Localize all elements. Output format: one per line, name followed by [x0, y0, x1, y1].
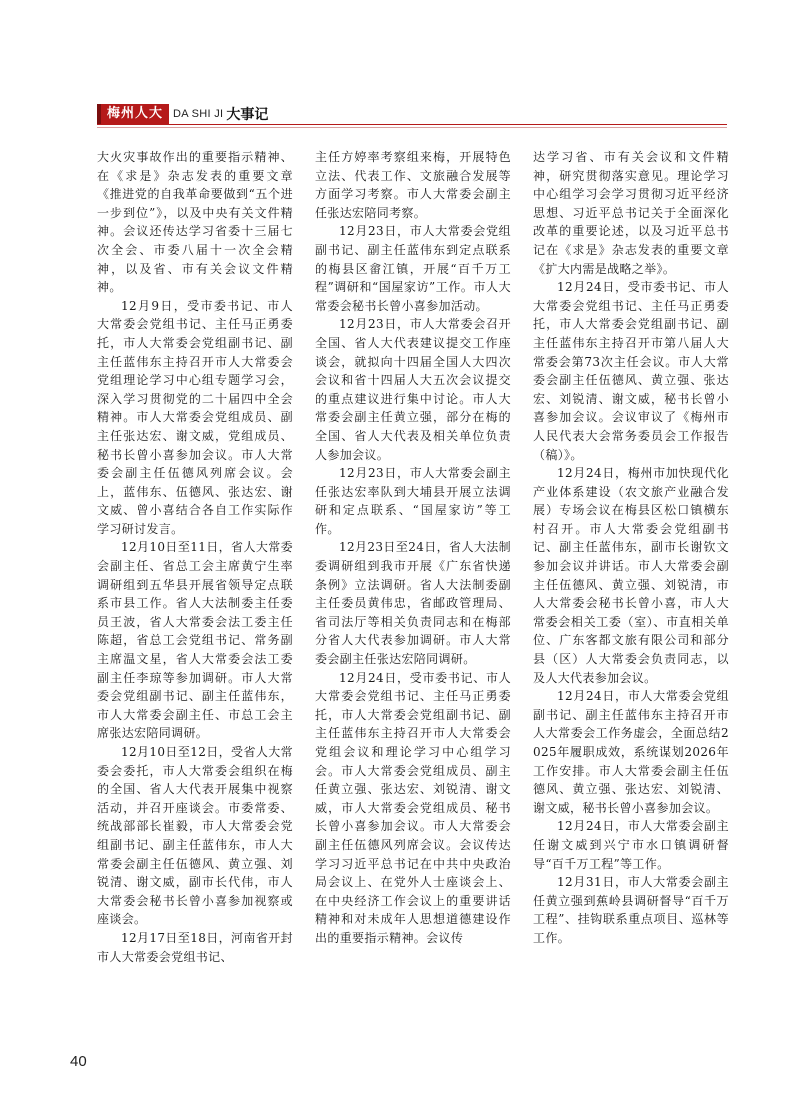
- page-number: 40: [70, 1053, 87, 1070]
- article-columns: [97, 148, 729, 1008]
- paragraph: 12月23日至24日，省人大法制委调研组到我市开展《广东省快递条例》立法调研。省人大法制委副主任委员黄伟忠，省邮政管理局、省司法厅等相关负责同志和在梅部分省人大代表参加调研。市人大常委会副主任张达宏陪同调研。: [315, 540, 511, 667]
- brand-logo: 梅州人大: [97, 104, 169, 124]
- column-3: [533, 148, 729, 1008]
- paragraph: 12月17日至18日，河南省开封市人大常委会党组书记、: [97, 930, 293, 964]
- paragraph: 12月24日，市人大常委会副主任谢文威到兴宁市水口镇调研督导“百千万工程”等工作。: [533, 819, 729, 871]
- paragraph: 12月31日，市人大常委会副主任黄立强到蕉岭县调研督导“百千万工程”、挂钩联系重点项目、巡林等工作。: [533, 875, 729, 945]
- section-title: 大事记: [226, 107, 269, 123]
- paragraph: 12月10日至12日，受省人大常委会委托，市人大常委会组织在梅的全国、省人大代表开展集中视察活动，并召开座谈会。市委常委、统战部部长崔毅，市人大常委会党组副书记、副主任蓝伟东，市人大常委会副主任伍德风、黄立强、刘锐清、谢文威，副市长代伟，市人大常委会秘书长曾小喜参加视察或座谈会。: [97, 745, 293, 927]
- paragraph: 12月24日，受市委书记、市人大常委会党组书记、主任马正勇委托，市人大常委会党组副书记、副主任蓝伟东主持召开市人大常委会党组会议和理论学习中心组学习会。市人大常委会党组成员、副主任黄立强、张达宏、刘锐清、谢文威，市人大常委会党组成员、秘书长曾小喜参加会议。市人大常委会副主任伍德风列席会议。会议传达学习习近平总书记在中共中央政治局会议上、在党外人士座谈会上、在中央经济工作会议上的重要讲话精神和对未成年人思想道德建设作出的重要指示精神。会议传: [315, 670, 511, 945]
- paragraph: 12月23日，市人大常委会召开全国、省人大代表建议提交工作座谈会，就拟向十四届全国人大四次会议和省十四届人大五次会议提交的重点建议进行集中讨论。市人大常委会副主任黄立强，部分在梅的全国、省人大代表及相关单位负责人参加会议。: [315, 317, 511, 462]
- paragraph: 12月24日，梅州市加快现代化产业体系建设（农文旅产业融合发展）专场会议在梅县区松口镇横东村召开。市人大常委会党组副书记、副主任蓝伟东，副市长谢钦文参加会议并讲话。市人大常委会副主任伍德风、黄立强、刘锐清，市人大常委会秘书长曾小喜，市人大常委会相关工委（室）、市直相关单位、广东客都文旅有限公司和部分县（区）人大常委会负责同志，以及人大代表参加会议。: [533, 466, 729, 685]
- header-rule-thin: [97, 127, 727, 128]
- paragraph: 12月23日，市人大常委会党组副书记、副主任蓝伟东到定点联系的梅县区畲江镇，开展“百千万工程”调研和“国屋家访”工作。市人大常委会秘书长曾小喜参加活动。: [315, 224, 511, 313]
- paragraph: 12月9日，受市委书记、市人大常委会党组书记、主任马正勇委托，市人大常委会党组副书记、副主任蓝伟东主持召开市人大常委会党组理论学习中心组专题学习会，深入学习贯彻党的二十届四中全会精神。市人大常委会党组成员、副主任张达宏、谢文威，党组成员、秘书长曾小喜参加会议。市人大常委会副主任伍德风列席会议。会上，蓝伟东、伍德风、张达宏、谢文威、曾小喜结合各自工作实际作学习研讨发言。: [97, 298, 293, 536]
- section-latin: DA SHI JI: [173, 108, 224, 120]
- paragraph: 12月23日，市人大常委会副主任张达宏率队到大埔县开展立法调研和定点联系、“国屋家访”等工作。: [315, 466, 511, 536]
- header-rule: [97, 124, 727, 125]
- paragraph: 12月24日，市人大常委会党组副书记、副主任蓝伟东主持召开市人大常委会工作务虚会，全面总结2025年履职成效，系统谋划2026年工作安排。市人大常委会副主任伍德风、黄立强、张达宏、刘锐清、谢文威，秘书长曾小喜参加会议。: [533, 689, 729, 815]
- paragraph: 12月24日，受市委书记、市人大常委会党组书记、主任马正勇委托，市人大常委会党组副书记、副主任蓝伟东主持召开市第八届人大常委会第73次主任会议。市人大常委会副主任伍德风、黄立强、张达宏、刘锐清、谢文威，秘书长曾小喜参加会议。会议审议了《梅州市人民代表大会常务委员会工作报告（稿）》。: [533, 280, 729, 462]
- paragraph: 达学习省、市有关会议和文件精神，研究贯彻落实意见。理论学习中心组学习会学习贯彻习近平经济思想、习近平总书记关于全面深化改革的重要论述，以及习近平总书记在《求是》杂志发表的重要文章《扩大内需是战略之举》。: [533, 150, 729, 276]
- paragraph: 大火灾事故作出的重要指示精神、在《求是》杂志发表的重要文章《推进党的自我革命要做到“五个进一步到位”》，以及中央有关文件精神。会议还传达学习省委十三届七次全会、市委八届十一次全会精神，以及省、市有关会议文件精神。: [97, 150, 293, 295]
- paragraph: 12月10日至11日，省人大常委会副主任、省总工会主席黄宁生率调研组到五华县开展省领导定点联系市县工作。省人大法制委主任委员王波，省人大常委会法工委主任陈超，省总工会党组书记、常务副主席温文星，省人大常委会法工委副主任李琼等参加调研。市人大常委会党组副书记、副主任蓝伟东，市人大常委会副主任、市总工会主席张达宏陪同调研。: [97, 540, 293, 741]
- page-header: [97, 104, 268, 124]
- column-1: [97, 148, 293, 1008]
- paragraph: 主任方婷率考察组来梅，开展特色立法、代表工作、文旅融合发展等方面学习考察。市人大常委会副主任张达宏陪同考察。: [315, 150, 511, 220]
- column-2: [315, 148, 511, 1008]
